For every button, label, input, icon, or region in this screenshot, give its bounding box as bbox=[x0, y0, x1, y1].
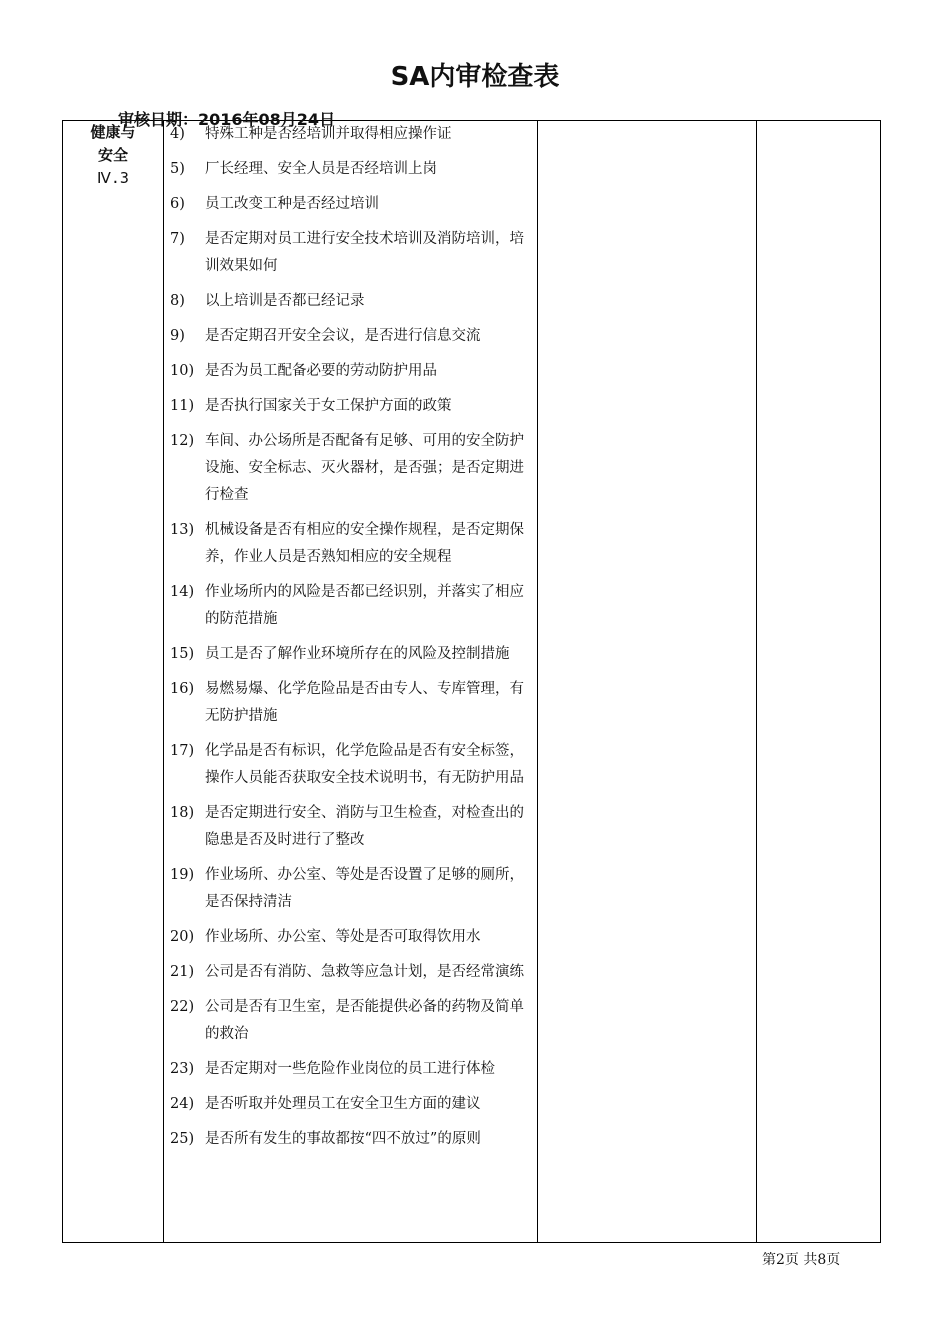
checklist-item-number: 21) bbox=[170, 964, 195, 980]
checklist-item-text: 车间、办公场所是否配备有足够、可用的安全防护设施、安全标志、灭火器材，是否强；是否定期进行检查 bbox=[205, 433, 524, 503]
checklist-item-number: 20) bbox=[170, 929, 195, 945]
checklist-item-text: 是否定期进行安全、消防与卫生检查，对检查出的隐患是否及时进行了整改 bbox=[205, 805, 524, 848]
checklist-item-text: 化学品是否有标识，化学危险品是否有安全标签，操作人员能否获取安全技术说明书，有无防护用品 bbox=[205, 743, 524, 786]
category-cell bbox=[63, 121, 164, 1243]
checklist-item-number: 11) bbox=[170, 398, 195, 414]
checklist-item bbox=[164, 676, 537, 730]
checklist-item-number: 4) bbox=[170, 126, 185, 142]
checklist-item-text: 机械设备是否有相应的安全操作规程，是否定期保养，作业人员是否熟知相应的安全规程 bbox=[205, 522, 524, 565]
checklist-item bbox=[164, 358, 537, 385]
checklist-item-number: 17) bbox=[170, 743, 195, 759]
checklist-item-text: 员工改变工种是否经过培训 bbox=[205, 196, 379, 212]
checklist-item-number: 18) bbox=[170, 805, 195, 821]
checklist-item-number: 23) bbox=[170, 1061, 195, 1077]
checklist-item-text: 易燃易爆、化学危险品是否由专人、专库管理，有无防护措施 bbox=[205, 681, 524, 724]
checklist-item-text: 是否为员工配备必要的劳动防护用品 bbox=[205, 363, 437, 379]
checklist-item bbox=[164, 1091, 537, 1118]
checklist-item-text: 作业场所、办公室、等处是否设置了足够的厕所，是否保持清洁 bbox=[205, 867, 524, 910]
checklist-item bbox=[164, 994, 537, 1048]
document-title: SA内审检查表 bbox=[390, 62, 560, 92]
checklist-item-text: 以上培训是否都已经记录 bbox=[205, 293, 365, 309]
checklist-item bbox=[164, 1056, 537, 1083]
checklist-item-number: 16) bbox=[170, 681, 195, 697]
checklist-item-number: 9) bbox=[170, 328, 185, 344]
checklist-item bbox=[164, 862, 537, 916]
checklist-item bbox=[164, 579, 537, 633]
audit-date: 审核日期：2016年08月24日 bbox=[118, 110, 336, 129]
checklist-item bbox=[164, 156, 537, 183]
checklist-item-number: 25) bbox=[170, 1131, 195, 1147]
checklist-item bbox=[164, 738, 537, 792]
table-row bbox=[63, 121, 881, 1243]
checklist-item bbox=[164, 288, 537, 315]
checklist-item-text: 公司是否有卫生室，是否能提供必备的药物及简单的救治 bbox=[205, 999, 524, 1042]
checklist-item-text: 是否听取并处理员工在安全卫生方面的建议 bbox=[205, 1096, 481, 1112]
checklist-item bbox=[164, 428, 537, 509]
audit-remarks-cell[interactable] bbox=[757, 121, 881, 1243]
checklist-item bbox=[164, 226, 537, 280]
checklist-item-text: 作业场所内的风险是否都已经识别，并落实了相应的防范措施 bbox=[205, 584, 524, 627]
audit-findings-cell[interactable] bbox=[538, 121, 757, 1243]
checklist-item-number: 15) bbox=[170, 646, 195, 662]
checklist-item-text: 公司是否有消防、急救等应急计划，是否经常演练 bbox=[205, 964, 524, 980]
checklist-item-text: 厂长经理、安全人员是否经培训上岗 bbox=[205, 161, 437, 177]
category-code: Ⅳ.3 bbox=[97, 169, 129, 187]
checklist-item bbox=[164, 924, 537, 951]
checklist-item bbox=[164, 800, 537, 854]
checklist-item bbox=[164, 323, 537, 350]
checklist-item-number: 22) bbox=[170, 999, 195, 1015]
checklist-item-number: 8) bbox=[170, 293, 185, 309]
checklist-item-text: 是否定期对员工进行安全技术培训及消防培训，培训效果如何 bbox=[205, 231, 524, 274]
checklist-item bbox=[164, 393, 537, 420]
checklist-item-text: 是否执行国家关于女工保护方面的政策 bbox=[205, 398, 452, 414]
checklist-item-text: 是否所有发生的事故都按“四不放过”的原则 bbox=[205, 1131, 481, 1147]
checklist-item-text: 特殊工种是否经培训并取得相应操作证 bbox=[205, 126, 452, 142]
checklist-item bbox=[164, 641, 537, 668]
checklist-item-number: 10) bbox=[170, 363, 195, 379]
checklist-item-number: 12) bbox=[170, 433, 195, 449]
checklist-item-text: 员工是否了解作业环境所存在的风险及控制措施 bbox=[205, 646, 510, 662]
checklist-item bbox=[164, 517, 537, 571]
checklist-table bbox=[62, 120, 881, 1243]
checklist-item-number: 24) bbox=[170, 1096, 195, 1112]
checklist-item-number: 13) bbox=[170, 522, 195, 538]
checklist-item-number: 5) bbox=[170, 161, 185, 177]
checklist-item bbox=[164, 191, 537, 218]
checklist-items-cell bbox=[164, 121, 538, 1243]
checklist-item-number: 7) bbox=[170, 231, 185, 247]
category-line-2: 安全 bbox=[97, 146, 128, 164]
checklist-item-number: 14) bbox=[170, 584, 195, 600]
page-number: 第2页 共8页 bbox=[762, 1252, 841, 1268]
checklist-item-number: 19) bbox=[170, 867, 195, 883]
checklist-item-text: 作业场所、办公室、等处是否可取得饮用水 bbox=[205, 929, 481, 945]
checklist-item-text: 是否定期对一些危险作业岗位的员工进行体检 bbox=[205, 1061, 495, 1077]
category-line-1: 健康与 bbox=[90, 123, 136, 141]
checklist-item bbox=[164, 1126, 537, 1153]
checklist-item bbox=[164, 959, 537, 986]
checklist-item-text: 是否定期召开安全会议，是否进行信息交流 bbox=[205, 328, 481, 344]
checklist-item-number: 6) bbox=[170, 196, 185, 212]
